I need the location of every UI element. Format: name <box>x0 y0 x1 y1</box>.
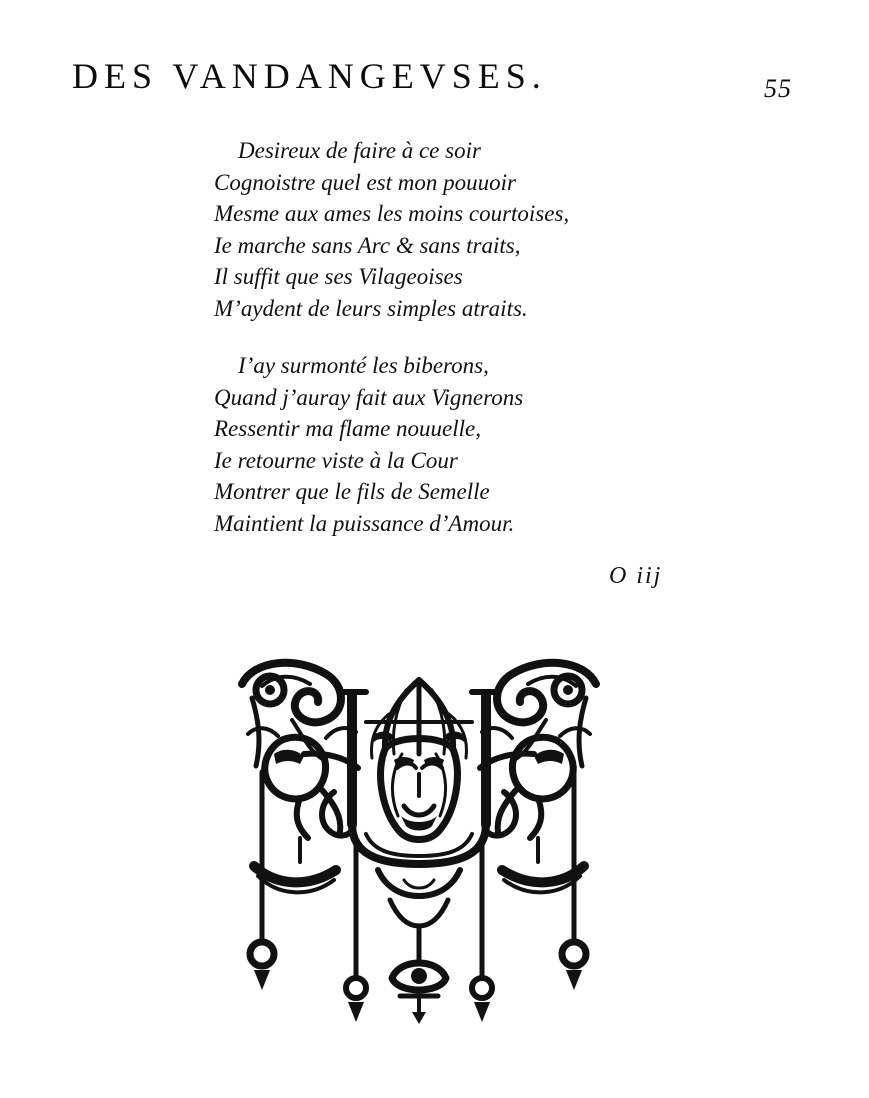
verse-line: Ie retourne viste à la Cour <box>214 447 458 473</box>
verse-line: Cognoistre quel est mon pouuoir <box>214 169 516 195</box>
page-number: 55 <box>764 74 792 103</box>
stanza-1 <box>214 135 569 324</box>
verse-line: Ressentir ma flame nouuelle, <box>214 416 482 441</box>
verse-line: Montrer que le fils de Semelle <box>214 479 490 504</box>
verse-line: Desireux de faire à ce soir <box>238 138 481 163</box>
stanza-2 <box>214 350 523 539</box>
signature-mark: O iij <box>609 563 663 589</box>
verse-line: Quand j’auray fait aux Vignerons <box>214 384 524 410</box>
woodcut-ornament-icon <box>234 656 604 1026</box>
running-head: DES VANDANGEVSES. <box>72 56 547 96</box>
verse-line: Maintient la puissance d’Amour. <box>214 510 515 536</box>
verse-line: Mesme aux ames les moins courtoises, <box>214 201 570 226</box>
verse-line: M’aydent de leurs simples atraits. <box>214 295 528 321</box>
verse-line: Ie marche sans Arc & sans traits, <box>214 232 521 258</box>
verse-line: I’ay surmonté les biberons, <box>238 353 489 378</box>
verse-line: Il suffit que ses Vilageoises <box>214 264 463 289</box>
